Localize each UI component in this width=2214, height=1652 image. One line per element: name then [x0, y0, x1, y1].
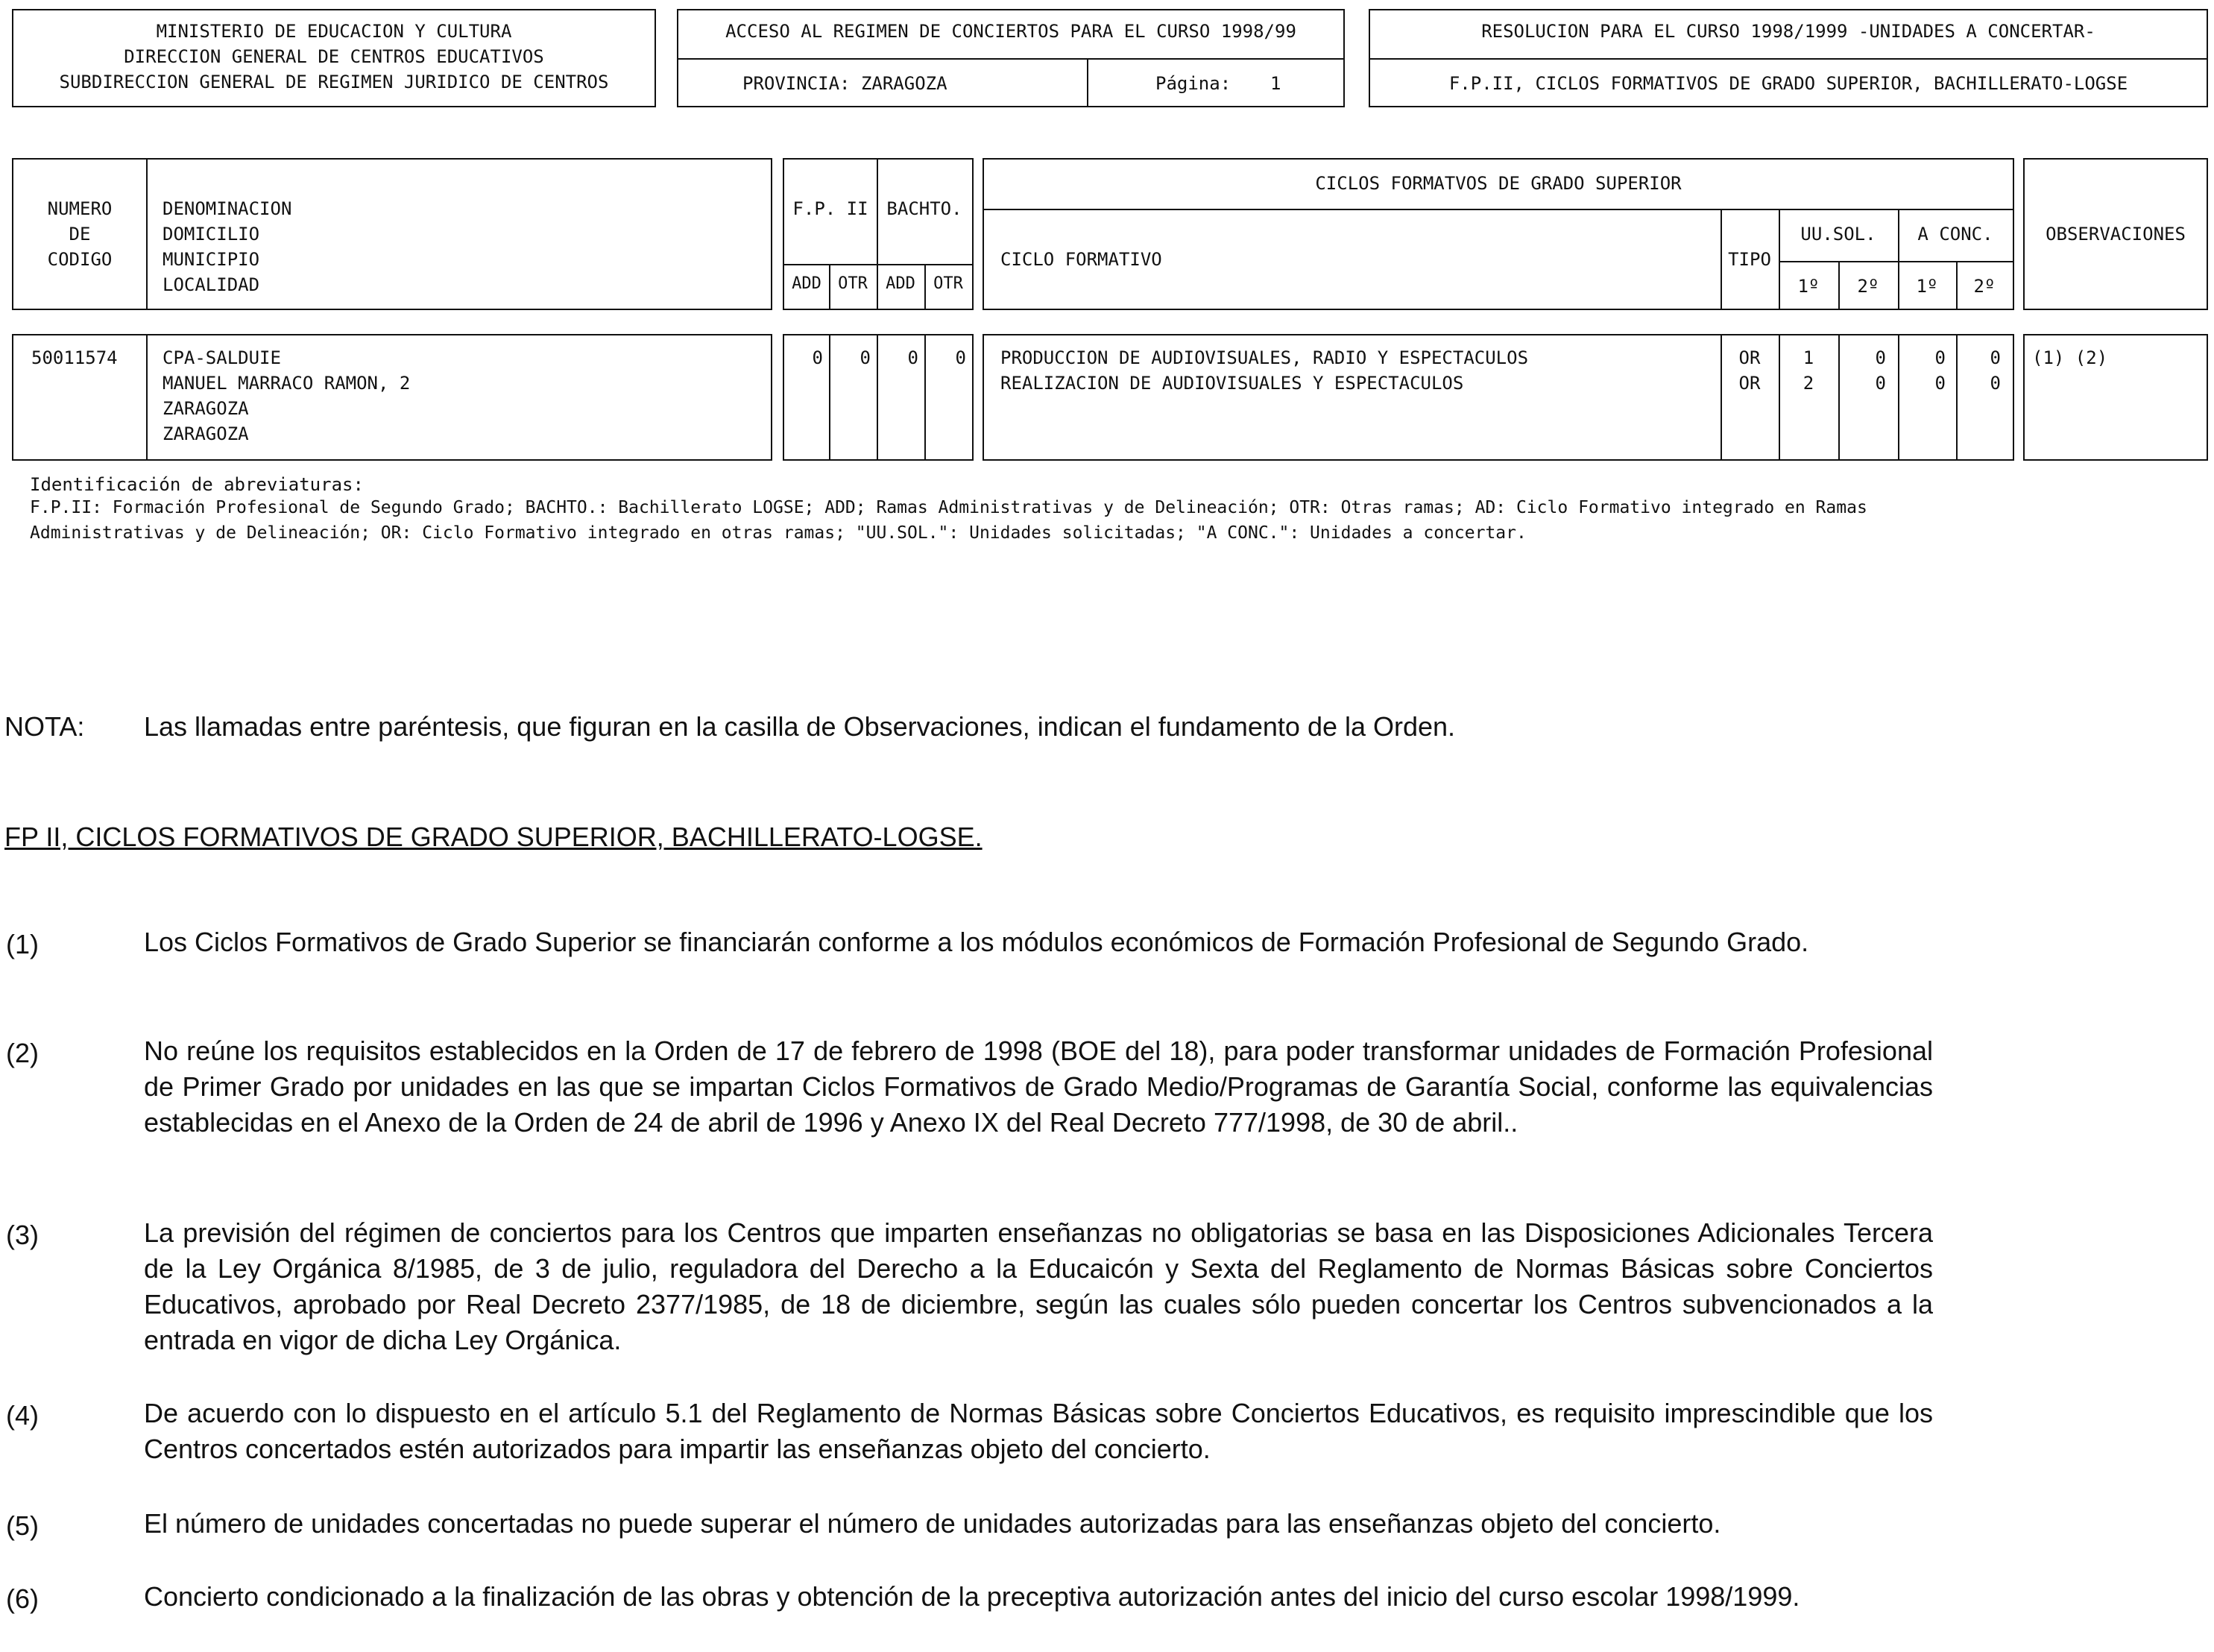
access-box [677, 9, 1345, 107]
note-number: (5) [6, 1510, 39, 1541]
ciclo-sol2-2: 0 [1875, 373, 1886, 394]
header-a-conc: A CONC. [1917, 224, 1993, 245]
ciclo-name-2: REALIZACION DE AUDIOVISUALES Y ESPECTACULOS [1000, 373, 1464, 394]
page-number: 1 [1270, 73, 1281, 94]
center-code: 50011574 [31, 347, 118, 368]
header-sol-1: 1º [1797, 276, 1820, 297]
header-uu-sol: UU.SOL. [1800, 224, 1876, 245]
header-denominacion: DENOMINACION [163, 198, 292, 219]
center-name: CPA-SALDUIE [163, 347, 281, 368]
center-row-fp-bach [783, 334, 974, 461]
ciclo-sol1-1: 1 [1803, 347, 1814, 368]
levels-title: F.P.II, CICLOS FORMATIVOS DE GRADO SUPERIOR, BACHILLERATO-LOGSE [1448, 73, 2128, 94]
ministry-line-1: MINISTERIO DE EDUCACION Y CULTURA [156, 21, 512, 42]
ciclo-sol1-2: 2 [1803, 373, 1814, 394]
note-number: (1) [6, 929, 39, 959]
header-bach-otr: OTR [933, 274, 963, 293]
header-numero-3: CODIGO [47, 249, 113, 270]
province: PROVINCIA: ZARAGOZA [742, 73, 947, 94]
table-header-observaciones [2023, 158, 2208, 310]
header-ciclo-formativo: CICLO FORMATIVO [1000, 249, 1162, 270]
header-bach-add: ADD [886, 274, 915, 293]
resolution-title: RESOLUCION PARA EL CURSO 1998/1999 -UNIDADES A CONCERTAR- [1481, 21, 2095, 42]
center-fp2-otr: 0 [860, 347, 871, 368]
nota-text: Las llamadas entre paréntesis, que figuran en la casilla de Observaciones, indican el fundamento de la Orden. [144, 711, 1456, 742]
center-localidad: ZARAGOZA [163, 423, 249, 444]
center-fp2-add: 0 [812, 347, 823, 368]
ministry-line-3: SUBDIRECCION GENERAL DE REGIMEN JURIDICO DE CENTROS [59, 72, 609, 92]
header-domicilio: DOMICILIO [163, 224, 260, 245]
access-title: ACCESO AL REGIMEN DE CONCIERTOS PARA EL CURSO 1998/99 [725, 21, 1296, 42]
ministry-box [12, 9, 656, 107]
note-text: Los Ciclos Formativos de Grado Superior se financiarán conforme a los módulos económicos de Formación Profesional de Segundo Grado. [144, 927, 1809, 957]
note-text: No reúne los requisitos establecidos en la Orden de 17 de febrero de 1998 (BOE del 18), para poder transformar unidades de Formación Profesional de Primer Grado por unidades en las que se impartan Ciclos Formativos de Grado Medio/Programas de Garantía Social, conforme las equivalencias establecidas en el Anexo de la Orden de 24 de abril de 1996 y Anexo IX del Real Decreto 777/1998, de 30 de abril.. [144, 1035, 1933, 1138]
table-header-fp-bach [783, 158, 974, 310]
nota-label: NOTA: [4, 711, 85, 742]
header-numero-2: DE [69, 224, 91, 245]
ciclo-name-1: PRODUCCION DE AUDIOVISUALES, RADIO Y ESPECTACULOS [1000, 347, 1529, 368]
header-bachto: BACHTO. [886, 198, 962, 219]
header-numero-1: NUMERO [47, 198, 113, 219]
ciclo-tipo-2: OR [1738, 373, 1761, 394]
note-number: (2) [6, 1038, 39, 1068]
table-header-ciclos [983, 158, 2014, 310]
ministry-line-2: DIRECCION GENERAL DE CENTROS EDUCATIVOS [124, 46, 544, 67]
resolution-box [1369, 9, 2208, 107]
center-address: MANUEL MARRACO RAMON, 2 [163, 373, 411, 394]
ciclo-sol2-1: 0 [1875, 347, 1886, 368]
header-observaciones: OBSERVACIONES [2046, 224, 2186, 245]
ciclo-conc1-2: 0 [1934, 373, 1946, 394]
center-municipio: ZARAGOZA [163, 398, 249, 419]
ciclo-tipo-1: OR [1738, 347, 1761, 368]
header-sol-2: 2º [1857, 276, 1879, 297]
header-conc-1: 1º [1916, 276, 1938, 297]
header-tipo: TIPO [1728, 249, 1771, 270]
header-fp2: F.P. II [792, 198, 868, 219]
ciclo-conc1-1: 0 [1934, 347, 1946, 368]
center-bach-add: 0 [907, 347, 918, 368]
center-observaciones: (1) (2) [2032, 347, 2108, 368]
center-row-ciclos [983, 334, 2014, 461]
page-label: Página: [1155, 73, 1231, 94]
center-row-left [12, 334, 772, 461]
abbrev-line-1: F.P.II: Formación Profesional de Segundo Grado; BACHTO.: Bachillerato LOGSE; ADD; Ramas Administrativas y de Delineación; OTR: Otras ramas; AD: Ciclo Formativo integrado en Ramas [30, 498, 1867, 517]
section-title: FP II, CICLOS FORMATIVOS DE GRADO SUPERIOR, BACHILLERATO-LOGSE. [4, 822, 983, 852]
header-fp2-otr: OTR [838, 274, 868, 293]
header-conc-2: 2º [1973, 276, 1996, 297]
note-text: Concierto condicionado a la finalización de las obras y obtención de la preceptiva autorización antes del inicio del curso escolar 1998/1999. [144, 1581, 1800, 1612]
note-number: (3) [6, 1220, 39, 1250]
note-text: La previsión del régimen de conciertos para los Centros que imparten enseñanzas no obligatorias se basa en las Disposiciones Adicionales Tercera de la Ley Orgánica 8/1985, de 3 de julio, reguladora del Derecho a la Educaicón y Sexta del Reglamento de Normas Básicas sobre Conciertos Educativos, aprobado por Real Decreto 2377/1985, de 18 de diciembre, según las cuales sólo pueden concertar los Centros subvencionados a la entrada en vigor de dicha Ley Orgánica. [144, 1217, 1933, 1355]
ciclo-conc2-2: 0 [1990, 373, 2001, 394]
header-ciclos-title: CICLOS FORMATVOS DE GRADO SUPERIOR [1315, 173, 1682, 194]
note-number: (6) [6, 1583, 39, 1614]
ciclo-conc2-1: 0 [1990, 347, 2001, 368]
note-text: De acuerdo con lo dispuesto en el artículo 5.1 del Reglamento de Normas Básicas sobre Conciertos Educativos, es requisito imprescindible que los Centros concertados estén autorizados para impartir las enseñanzas objeto del concierto. [144, 1398, 1933, 1464]
header-municipio: MUNICIPIO [163, 249, 260, 270]
header-fp2-add: ADD [792, 274, 821, 293]
note-number: (4) [6, 1400, 39, 1431]
abbrev-title: Identificación de abreviaturas: [30, 474, 364, 495]
center-bach-otr: 0 [955, 347, 966, 368]
abbrev-line-2: Administrativas y de Delineación; OR: Ciclo Formativo integrado en otras ramas; "UU.SOL.": Unidades solicitadas; "A CONC.": Unidades a concertar. [30, 523, 1527, 543]
center-row-observaciones [2023, 334, 2208, 461]
header-localidad: LOCALIDAD [163, 274, 260, 295]
table-header-left [12, 158, 772, 310]
note-text: El número de unidades concertadas no puede superar el número de unidades autorizadas para las enseñanzas objeto del concierto. [144, 1508, 1721, 1539]
